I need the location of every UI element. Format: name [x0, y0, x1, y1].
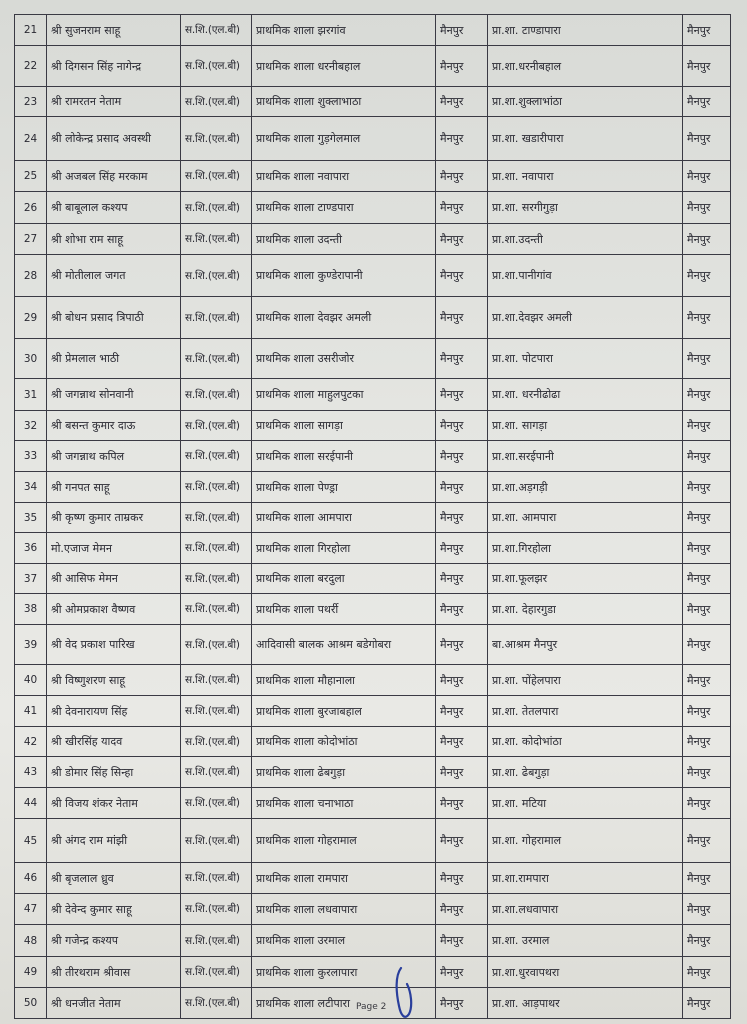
serial-number-cell: 30: [15, 339, 47, 379]
table-row: [15, 411, 731, 441]
school-name-cell: प्राथमिक शाला बरदुला: [252, 564, 436, 594]
school-name-cell: प्राथमिक शाला कुण्डेरापानी: [252, 255, 436, 297]
teacher-name-cell: श्री गनपत साहू: [47, 472, 181, 503]
school-name-cell: आदिवासी बालक आश्रम बडेगोबरा: [252, 625, 436, 665]
school-name-cell: प्राथमिक शाला बुरजाबहाल: [252, 696, 436, 727]
district-cell: मैनपुर: [683, 696, 731, 727]
block-cell: मैनपुर: [436, 441, 488, 472]
school-name-cell: प्राथमिक शाला उरमाल: [252, 925, 436, 957]
school-name-cell: प्राथमिक शाला पथर्री: [252, 594, 436, 625]
teacher-name-cell: श्री देवेन्द कुमार साहू: [47, 894, 181, 925]
teacher-name-cell: श्री आसिफ मेमन: [47, 564, 181, 594]
school-name-cell: प्राथमिक शाला धरनीबहाल: [252, 46, 436, 87]
table-row: [15, 379, 731, 411]
teacher-name-cell: श्री शोभा राम साहू: [47, 224, 181, 255]
school-name-cell: प्राथमिक शाला शुक्लाभाठा: [252, 87, 436, 117]
original-school-cell: प्रा.शा.शुक्लाभांठा: [488, 87, 683, 117]
table-row: [15, 46, 731, 87]
block-cell: मैनपुर: [436, 297, 488, 339]
block-cell: मैनपुर: [436, 988, 488, 1019]
serial-number-cell: 23: [15, 87, 47, 117]
teacher-name-cell: श्री खीरसिंह यादव: [47, 727, 181, 757]
serial-number-cell: 38: [15, 594, 47, 625]
designation-cell: स.शि.(एल.बी): [181, 625, 252, 665]
school-name-cell: प्राथमिक शाला उदन्ती: [252, 224, 436, 255]
serial-number-cell: 35: [15, 503, 47, 533]
original-school-cell: प्रा.शा.धरनीबहाल: [488, 46, 683, 87]
designation-cell: स.शि.(एल.बी): [181, 441, 252, 472]
designation-cell: स.शि.(एल.बी): [181, 46, 252, 87]
designation-cell: स.शि.(एल.बी): [181, 379, 252, 411]
district-cell: मैनपुर: [683, 441, 731, 472]
designation-cell: स.शि.(एल.बी): [181, 665, 252, 696]
original-school-cell: प्रा.शा.फूलझर: [488, 564, 683, 594]
table-row: [15, 894, 731, 925]
designation-cell: स.शि.(एल.बी): [181, 564, 252, 594]
school-name-cell: प्राथमिक शाला देवझर अमली: [252, 297, 436, 339]
designation-cell: स.शि.(एल.बी): [181, 533, 252, 564]
serial-number-cell: 46: [15, 863, 47, 894]
block-cell: मैनपुर: [436, 15, 488, 46]
serial-number-cell: 48: [15, 925, 47, 957]
table-row: [15, 925, 731, 957]
district-cell: मैनपुर: [683, 255, 731, 297]
block-cell: मैनपुर: [436, 46, 488, 87]
block-cell: मैनपुर: [436, 472, 488, 503]
school-name-cell: प्राथमिक शाला नवापारा: [252, 161, 436, 192]
table-row: [15, 819, 731, 863]
table-row: [15, 594, 731, 625]
block-cell: मैनपुर: [436, 87, 488, 117]
original-school-cell: प्रा.शा. सरगीगुड़ा: [488, 192, 683, 224]
school-name-cell: प्राथमिक शाला उसरीजोर: [252, 339, 436, 379]
school-name-cell: प्राथमिक शाला गोहरामाल: [252, 819, 436, 863]
district-cell: मैनपुर: [683, 727, 731, 757]
table-row: [15, 472, 731, 503]
serial-number-cell: 24: [15, 117, 47, 161]
school-name-cell: प्राथमिक शाला झरगांव: [252, 15, 436, 46]
original-school-cell: प्रा.शा. तेतलपारा: [488, 696, 683, 727]
school-name-cell: प्राथमिक शाला कोदोभांठा: [252, 727, 436, 757]
block-cell: मैनपुर: [436, 625, 488, 665]
block-cell: मैनपुर: [436, 819, 488, 863]
block-cell: मैनपुर: [436, 564, 488, 594]
teacher-name-cell: श्री वेद प्रकाश पारिख: [47, 625, 181, 665]
original-school-cell: प्रा.शा. देहारगुडा: [488, 594, 683, 625]
designation-cell: स.शि.(एल.बी): [181, 925, 252, 957]
designation-cell: स.शि.(एल.बी): [181, 819, 252, 863]
teacher-name-cell: श्री सुजनराम साहू: [47, 15, 181, 46]
school-name-cell: प्राथमिक शाला टाण्डपारा: [252, 192, 436, 224]
table-row: [15, 161, 731, 192]
designation-cell: स.शि.(एल.बी): [181, 503, 252, 533]
district-cell: मैनपुर: [683, 757, 731, 788]
district-cell: मैनपुर: [683, 594, 731, 625]
block-cell: मैनपुर: [436, 192, 488, 224]
block-cell: मैनपुर: [436, 863, 488, 894]
teacher-name-cell: श्री बाबूलाल कश्यप: [47, 192, 181, 224]
designation-cell: स.शि.(एल.बी): [181, 224, 252, 255]
original-school-cell: प्रा.शा.अड़गड़ी: [488, 472, 683, 503]
designation-cell: स.शि.(एल.बी): [181, 757, 252, 788]
teacher-name-cell: श्री दिगसन सिंह नागेन्द्र: [47, 46, 181, 87]
original-school-cell: प्रा.शा.पानीगांव: [488, 255, 683, 297]
block-cell: मैनपुर: [436, 224, 488, 255]
teacher-name-cell: श्री मोतीलाल जगत: [47, 255, 181, 297]
table-row: [15, 224, 731, 255]
original-school-cell: प्रा.शा. उरमाल: [488, 925, 683, 957]
school-name-cell: प्राथमिक शाला मौहानाला: [252, 665, 436, 696]
designation-cell: स.शि.(एल.बी): [181, 696, 252, 727]
teacher-list-table: [14, 14, 731, 1019]
serial-number-cell: 22: [15, 46, 47, 87]
district-cell: मैनपुर: [683, 894, 731, 925]
district-cell: मैनपुर: [683, 957, 731, 988]
teacher-name-cell: श्री डोमार सिंह सिन्हा: [47, 757, 181, 788]
table-row: [15, 757, 731, 788]
original-school-cell: प्रा.शा.उदन्ती: [488, 224, 683, 255]
table-row: [15, 441, 731, 472]
table-row: [15, 788, 731, 819]
block-cell: मैनपुर: [436, 788, 488, 819]
school-name-cell: प्राथमिक शाला चनाभाठा: [252, 788, 436, 819]
table-row: [15, 665, 731, 696]
school-name-cell: प्राथमिक शाला पेण्ड्रा: [252, 472, 436, 503]
block-cell: मैनपुर: [436, 117, 488, 161]
serial-number-cell: 49: [15, 957, 47, 988]
designation-cell: स.शि.(एल.बी): [181, 297, 252, 339]
block-cell: मैनपुर: [436, 894, 488, 925]
designation-cell: स.शि.(एल.बी): [181, 957, 252, 988]
table-row: [15, 339, 731, 379]
block-cell: मैनपुर: [436, 696, 488, 727]
designation-cell: स.शि.(एल.बी): [181, 339, 252, 379]
teacher-name-cell: श्री बसन्त कुमार दाऊ: [47, 411, 181, 441]
teacher-name-cell: श्री देवनारायण सिंह: [47, 696, 181, 727]
district-cell: मैनपुर: [683, 925, 731, 957]
designation-cell: स.शि.(एल.बी): [181, 255, 252, 297]
designation-cell: स.शि.(एल.बी): [181, 117, 252, 161]
serial-number-cell: 45: [15, 819, 47, 863]
teacher-name-cell: श्री कृष्ण कुमार ताम्रकर: [47, 503, 181, 533]
designation-cell: स.शि.(एल.बी): [181, 15, 252, 46]
original-school-cell: प्रा.शा.देवझर अमली: [488, 297, 683, 339]
designation-cell: स.शि.(एल.बी): [181, 894, 252, 925]
school-name-cell: प्राथमिक शाला कुरलापारा: [252, 957, 436, 988]
table-row: [15, 957, 731, 988]
school-name-cell: प्राथमिक शाला सागड़ा: [252, 411, 436, 441]
teacher-name-cell: मो.एजाज मेमन: [47, 533, 181, 564]
district-cell: मैनपुर: [683, 192, 731, 224]
original-school-cell: बा.आश्रम मैनपुर: [488, 625, 683, 665]
district-cell: मैनपुर: [683, 665, 731, 696]
district-cell: मैनपुर: [683, 503, 731, 533]
table-row: [15, 192, 731, 224]
district-cell: मैनपुर: [683, 15, 731, 46]
original-school-cell: प्रा.शा. पोटपारा: [488, 339, 683, 379]
original-school-cell: प्रा.शा.सरईपानी: [488, 441, 683, 472]
original-school-cell: प्रा.शा. मटिया: [488, 788, 683, 819]
district-cell: मैनपुर: [683, 339, 731, 379]
school-name-cell: प्राथमिक शाला सरईपानी: [252, 441, 436, 472]
block-cell: मैनपुर: [436, 339, 488, 379]
serial-number-cell: 33: [15, 441, 47, 472]
school-name-cell: प्राथमिक शाला माहुलपुटका: [252, 379, 436, 411]
district-cell: मैनपुर: [683, 819, 731, 863]
table-row: [15, 625, 731, 665]
original-school-cell: प्रा.शा.धुरवापथरा: [488, 957, 683, 988]
school-name-cell: प्राथमिक शाला ढेबगुड़ा: [252, 757, 436, 788]
original-school-cell: प्रा.शा. खडारीपारा: [488, 117, 683, 161]
school-name-cell: प्राथमिक शाला गुड़गेलमाल: [252, 117, 436, 161]
district-cell: मैनपुर: [683, 297, 731, 339]
handwritten-mark: [393, 962, 419, 1022]
serial-number-cell: 47: [15, 894, 47, 925]
original-school-cell: प्रा.शा.गिरहोला: [488, 533, 683, 564]
district-cell: मैनपुर: [683, 224, 731, 255]
serial-number-cell: 44: [15, 788, 47, 819]
district-cell: मैनपुर: [683, 87, 731, 117]
district-cell: मैनपुर: [683, 46, 731, 87]
district-cell: मैनपुर: [683, 411, 731, 441]
serial-number-cell: 31: [15, 379, 47, 411]
table-row: [15, 696, 731, 727]
block-cell: मैनपुर: [436, 411, 488, 441]
table-row: [15, 117, 731, 161]
school-name-cell: प्राथमिक शाला रामपारा: [252, 863, 436, 894]
serial-number-cell: 29: [15, 297, 47, 339]
table-row: [15, 564, 731, 594]
serial-number-cell: 42: [15, 727, 47, 757]
designation-cell: स.शि.(एल.बी): [181, 727, 252, 757]
block-cell: मैनपुर: [436, 727, 488, 757]
district-cell: मैनपुर: [683, 625, 731, 665]
serial-number-cell: 39: [15, 625, 47, 665]
district-cell: मैनपुर: [683, 472, 731, 503]
district-cell: मैनपुर: [683, 161, 731, 192]
serial-number-cell: 41: [15, 696, 47, 727]
teacher-name-cell: श्री बृजलाल ध्रुव: [47, 863, 181, 894]
block-cell: मैनपुर: [436, 925, 488, 957]
school-name-cell: प्राथमिक शाला लधवापारा: [252, 894, 436, 925]
district-cell: मैनपुर: [683, 117, 731, 161]
serial-number-cell: 25: [15, 161, 47, 192]
district-cell: मैनपुर: [683, 988, 731, 1019]
table-row: [15, 503, 731, 533]
teacher-name-cell: श्री विष्णुशरण साहू: [47, 665, 181, 696]
table-row: [15, 255, 731, 297]
teacher-name-cell: श्री गजेन्द्र कश्यप: [47, 925, 181, 957]
block-cell: मैनपुर: [436, 533, 488, 564]
page-number: Page 2: [356, 1002, 387, 1012]
school-name-cell: प्राथमिक शाला आमपारा: [252, 503, 436, 533]
serial-number-cell: 21: [15, 15, 47, 46]
designation-cell: स.शि.(एल.बी): [181, 594, 252, 625]
serial-number-cell: 27: [15, 224, 47, 255]
block-cell: मैनपुर: [436, 379, 488, 411]
original-school-cell: प्रा.शा. सागड़ा: [488, 411, 683, 441]
designation-cell: स.शि.(एल.बी): [181, 472, 252, 503]
block-cell: मैनपुर: [436, 757, 488, 788]
original-school-cell: प्रा.शा. आड़पाथर: [488, 988, 683, 1019]
serial-number-cell: 28: [15, 255, 47, 297]
school-name-cell: प्राथमिक शाला लटीपारा: [252, 988, 436, 1019]
district-cell: मैनपुर: [683, 863, 731, 894]
original-school-cell: प्रा.शा. धरनीढोढा: [488, 379, 683, 411]
school-name-cell: प्राथमिक शाला गिरहोला: [252, 533, 436, 564]
district-cell: मैनपुर: [683, 564, 731, 594]
original-school-cell: प्रा.शा. आमपारा: [488, 503, 683, 533]
block-cell: मैनपुर: [436, 665, 488, 696]
teacher-name-cell: श्री बोधन प्रसाद त्रिपाठी: [47, 297, 181, 339]
district-cell: मैनपुर: [683, 533, 731, 564]
teacher-name-cell: श्री जगन्नाथ सोनवानी: [47, 379, 181, 411]
district-cell: मैनपुर: [683, 788, 731, 819]
table-row: [15, 727, 731, 757]
teacher-name-cell: श्री जगन्नाथ कपिल: [47, 441, 181, 472]
original-school-cell: प्रा.शा. टाण्डापारा: [488, 15, 683, 46]
designation-cell: स.शि.(एल.बी): [181, 988, 252, 1019]
block-cell: मैनपुर: [436, 161, 488, 192]
designation-cell: स.शि.(एल.बी): [181, 788, 252, 819]
block-cell: मैनपुर: [436, 957, 488, 988]
original-school-cell: प्रा.शा.रामपारा: [488, 863, 683, 894]
original-school-cell: प्रा.शा. कोदोभांठा: [488, 727, 683, 757]
designation-cell: स.शि.(एल.बी): [181, 192, 252, 224]
table-row: [15, 297, 731, 339]
serial-number-cell: 32: [15, 411, 47, 441]
designation-cell: स.शि.(एल.बी): [181, 411, 252, 441]
teacher-name-cell: श्री अजबल सिंह मरकाम: [47, 161, 181, 192]
serial-number-cell: 34: [15, 472, 47, 503]
table-row: [15, 533, 731, 564]
teacher-name-cell: श्री अंगद राम मांझी: [47, 819, 181, 863]
original-school-cell: प्रा.शा. ढेबगुड़ा: [488, 757, 683, 788]
teacher-name-cell: श्री ओमप्रकाश वैष्णव: [47, 594, 181, 625]
original-school-cell: प्रा.शा.लधवापारा: [488, 894, 683, 925]
serial-number-cell: 50: [15, 988, 47, 1019]
block-cell: मैनपुर: [436, 255, 488, 297]
designation-cell: स.शि.(एल.बी): [181, 87, 252, 117]
serial-number-cell: 26: [15, 192, 47, 224]
table-row: [15, 15, 731, 46]
serial-number-cell: 43: [15, 757, 47, 788]
block-cell: मैनपुर: [436, 594, 488, 625]
teacher-name-cell: श्री तीरथराम श्रीवास: [47, 957, 181, 988]
teacher-name-cell: श्री लोकेन्द्र प्रसाद अवस्थी: [47, 117, 181, 161]
block-cell: मैनपुर: [436, 503, 488, 533]
teacher-name-cell: श्री विजय शंकर नेताम: [47, 788, 181, 819]
serial-number-cell: 37: [15, 564, 47, 594]
designation-cell: स.शि.(एल.बी): [181, 863, 252, 894]
table-row: [15, 87, 731, 117]
original-school-cell: प्रा.शा. नवापारा: [488, 161, 683, 192]
original-school-cell: प्रा.शा. गोहरामाल: [488, 819, 683, 863]
original-school-cell: प्रा.शा. पोंहेलपारा: [488, 665, 683, 696]
teacher-name-cell: श्री रामरतन नेताम: [47, 87, 181, 117]
designation-cell: स.शि.(एल.बी): [181, 161, 252, 192]
table-body: [15, 15, 731, 1019]
serial-number-cell: 40: [15, 665, 47, 696]
teacher-name-cell: श्री प्रेमलाल भाठी: [47, 339, 181, 379]
teacher-name-cell: श्री धनजीत नेताम: [47, 988, 181, 1019]
table-row: [15, 863, 731, 894]
district-cell: मैनपुर: [683, 379, 731, 411]
serial-number-cell: 36: [15, 533, 47, 564]
